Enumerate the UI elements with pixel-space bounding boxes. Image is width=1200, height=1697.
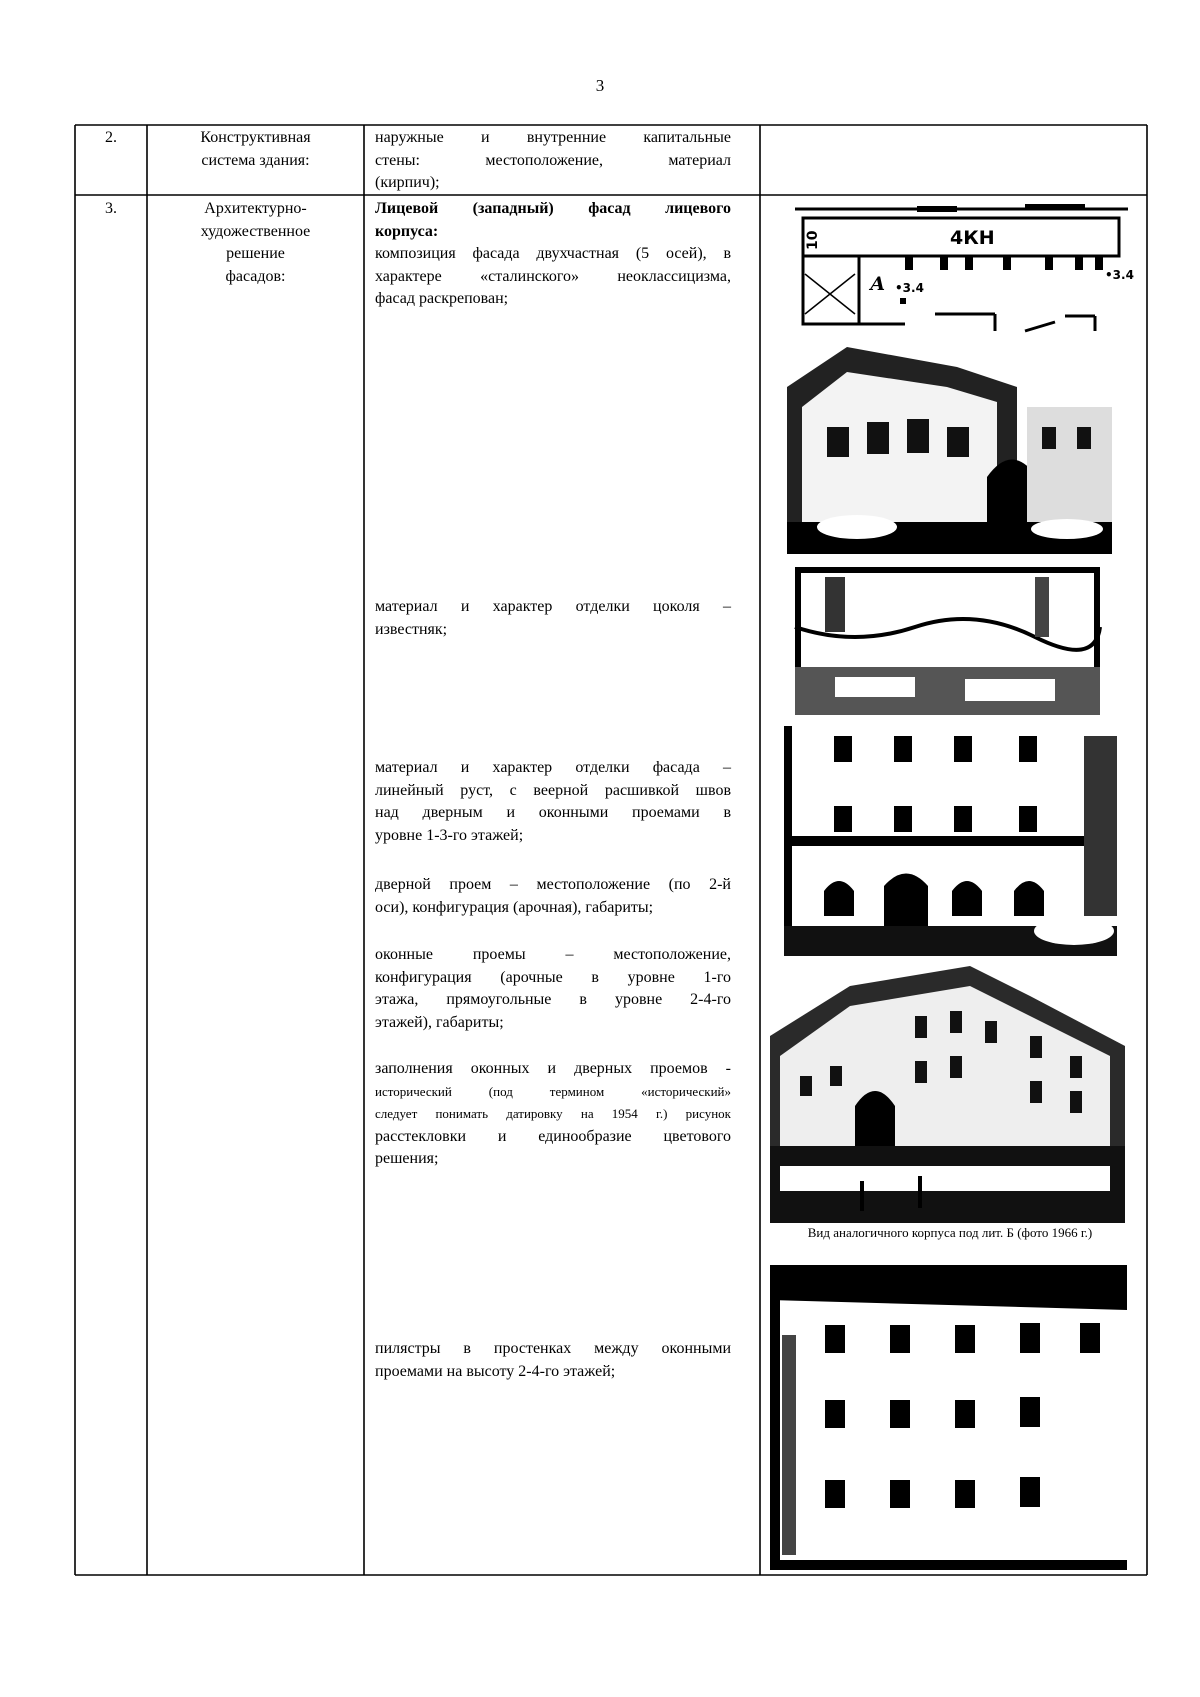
row-number: 3. [105,200,117,217]
desc-line: дверной проем – местоположение (по 2-й [375,876,731,893]
facade-heading: корпуса: [375,222,439,240]
row-title-line: Архитектурно- [204,200,307,217]
finish-block [375,757,731,847]
desc-line: этажей), габариты; [375,1013,504,1031]
desc-line: расстекловки и единообразие цветового [375,1127,731,1145]
row-title-line: художественное [200,222,311,240]
row-title-line: Конструктивная [200,129,311,146]
photo-caption: Вид аналогичного корпуса под лит. Б (фото 1966 г.) [807,1225,1093,1240]
door-block [375,874,731,919]
desc-line: (кирпич); [375,174,440,191]
desc-line: решения; [375,1150,439,1167]
desc-line: пилястры в простенках между оконными [375,1340,731,1357]
desc-line: оси), конфигурация (арочная), габариты; [375,898,654,916]
row-title [147,127,364,172]
plan-label: 4КН [950,227,995,249]
facade-heading: Лицевой (западный) фасад лицевого [375,200,731,217]
desc-line: известняк; [375,620,448,638]
facade-photo-overview [787,347,1112,554]
row-title-line: решение [226,245,285,262]
site-plan-image [795,204,1134,331]
desc-line: материал и характер отделки фасада – [375,759,731,776]
row-title [147,198,364,288]
plan-label: •3.4 [895,281,924,295]
desc-line: наружные и внутренние капитальные [375,129,731,146]
row-title-line: фасадов: [225,267,286,285]
plinth-photo [795,567,1100,715]
windows-block [375,944,731,1034]
desc-line: стены: местоположение, материал [375,151,731,169]
desc-line: линейный руст, с веерной расшивкой швов [375,781,731,799]
desc-line: следует понимать датировку на 1954 г.) рисунок [375,1106,731,1121]
row-title-line: система здания: [201,151,310,169]
plan-label: •3.4 [1105,268,1134,282]
desc-line: проемами на высоту 2-4-го этажей; [375,1362,616,1380]
desc-line: исторический (под термином «исторический» [375,1083,731,1099]
desc-line: уровне 1-3-го этажей; [375,826,524,844]
page-number: 3 [595,76,605,95]
desc-line: характере «сталинского» неоклассицизма, [375,267,731,285]
facade-finish-photo [784,726,1117,956]
desc-line: материал и характер отделки цоколя – [375,598,731,615]
desc-line: конфигурация (арочные в уровне 1-го [375,968,731,986]
desc-line: этажа, прямоугольные в уровне 2-4-го [375,991,731,1008]
desc-line: композиция фасада двухчастная (5 осей), в [375,245,731,262]
desc-line: фасад раскрепован; [375,290,509,307]
pilasters-photo [770,1265,1127,1570]
row-number: 2. [105,129,117,146]
desc-line: над дверным и оконными проемами в [375,804,731,821]
row-description [375,127,731,195]
facade-heading-block [375,198,731,311]
desc-line: заполнения оконных и дверных проемов - [375,1060,731,1077]
plinth-block [375,596,731,641]
plan-label: 10 [805,230,821,250]
pilasters-block [375,1338,731,1383]
plan-label: А [870,273,886,295]
historic-photo-1966 [770,966,1125,1223]
fillings-block [375,1058,731,1171]
desc-line: оконные проемы – местоположение, [375,946,731,963]
